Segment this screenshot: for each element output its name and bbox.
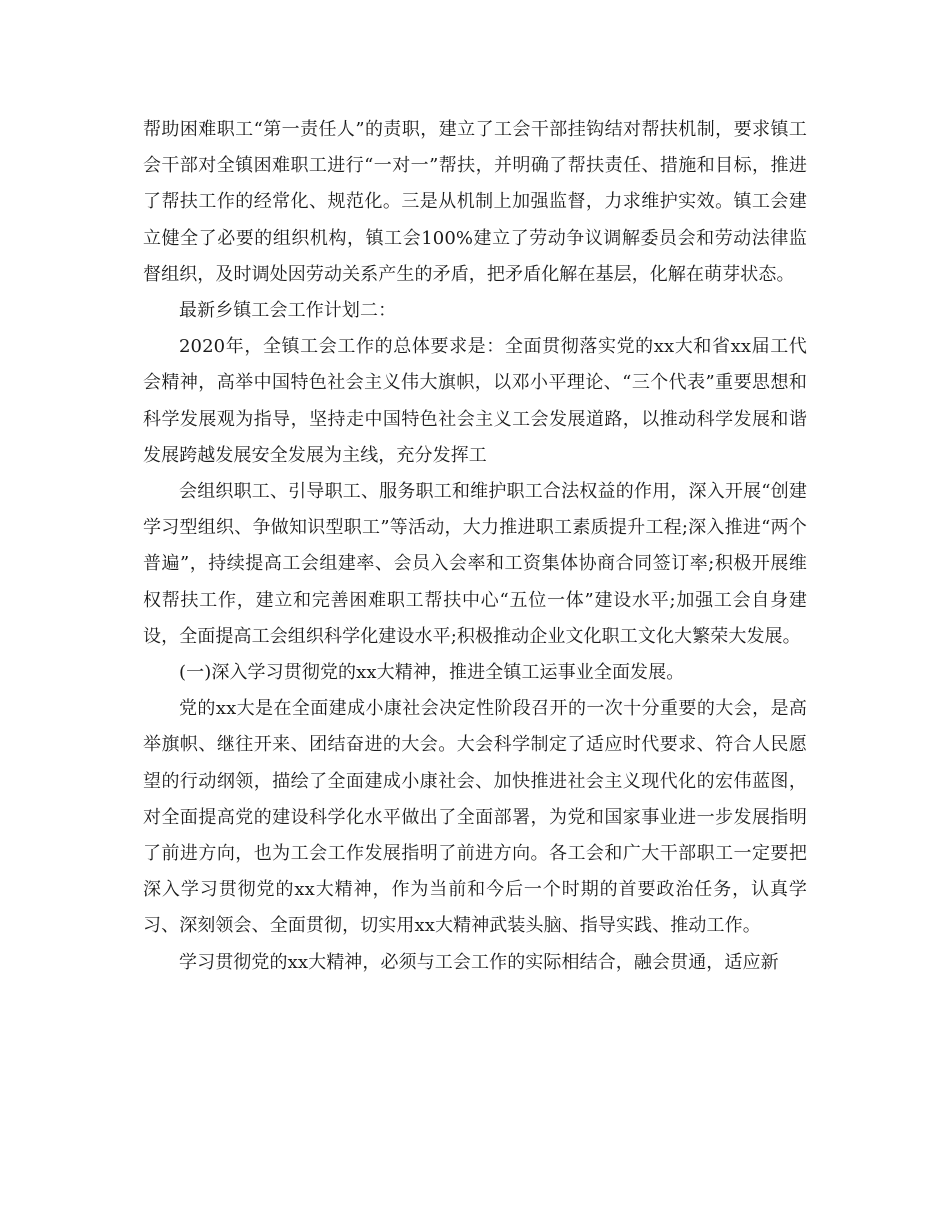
paragraph-3: 2020年，全镇工会工作的总体要求是：全面贯彻落实党的xx大和省xx届工代会精神，高举中国特色社会主义伟大旗帜，以邓小平理论、“三个代表”重要思想和科学发展观为指导，坚持走中国特色社会主义工会发展道路，以推动科学发展和谐发展跨越发展安全发展为主线，充分发挥工 <box>143 336 807 466</box>
paragraph-1: 帮助困难职工“第一责任人”的责职，建立了工会干部挂钩结对帮扶机制，要求镇工会干部对全镇困难职工进行“一对一”帮扶，并明确了帮扶责任、措施和目标，推进了帮扶工作的经常化、规范化。三是从机制上加强监督，力求维护实效。镇工会建立健全了必要的组织机构，镇工会100%建立了劳动争议调解委员会和劳动法律监督组织，及时调处因劳动关系产生的矛盾，把矛盾化解在基层，化解在萌芽状态。 <box>143 119 807 285</box>
paragraph-6: 党的xx大是在全面建成小康社会决定性阶段召开的一次十分重要的大会，是高举旗帜、继往开来、团结奋进的大会。大会科学制定了适应时代要求、符合人民愿望的行动纲领，描绘了全面建成小康社会、加快推进社会主义现代化的宏伟蓝图，对全面提高党的建设科学化水平做出了全面部署，为党和国家事业进一步发展指明了前进方向，也为工会工作发展指明了前进方向。各工会和广大干部职工一定要把深入学习贯彻党的xx大精神，作为当前和今后一个时期的首要政治任务，认真学习、深刻领会、全面贯彻，切实用xx大精神武装头脑、指导实践、推动工作。 <box>143 698 807 937</box>
document-page <box>143 112 807 981</box>
paragraph-7: 学习贯彻党的xx大精神，必须与工会工作的实际相结合，融会贯通，适应新 <box>179 951 779 973</box>
paragraph-2-heading: 最新乡镇工会工作计划二： <box>179 300 397 322</box>
paragraph-4: 会组织职工、引导职工、服务职工和维护职工合法权益的作用，深入开展“创建学习型组织、争做知识型职工”等活动，大力推进职工素质提升工程;深入推进“两个普遍”，持续提高工会组建率、会员入会率和工资集体协商合同签订率;积极开展维权帮扶工作，建立和完善困难职工帮扶中心“五位一体”建设水平;加强工会自身建设，全面提高工会组织科学化建设水平;积极推动企业文化职工文化大繁荣大发展。 <box>143 481 807 647</box>
paragraph-5-heading: (一)深入学习贯彻党的xx大精神，推进全镇工运事业全面发展。 <box>179 662 685 684</box>
